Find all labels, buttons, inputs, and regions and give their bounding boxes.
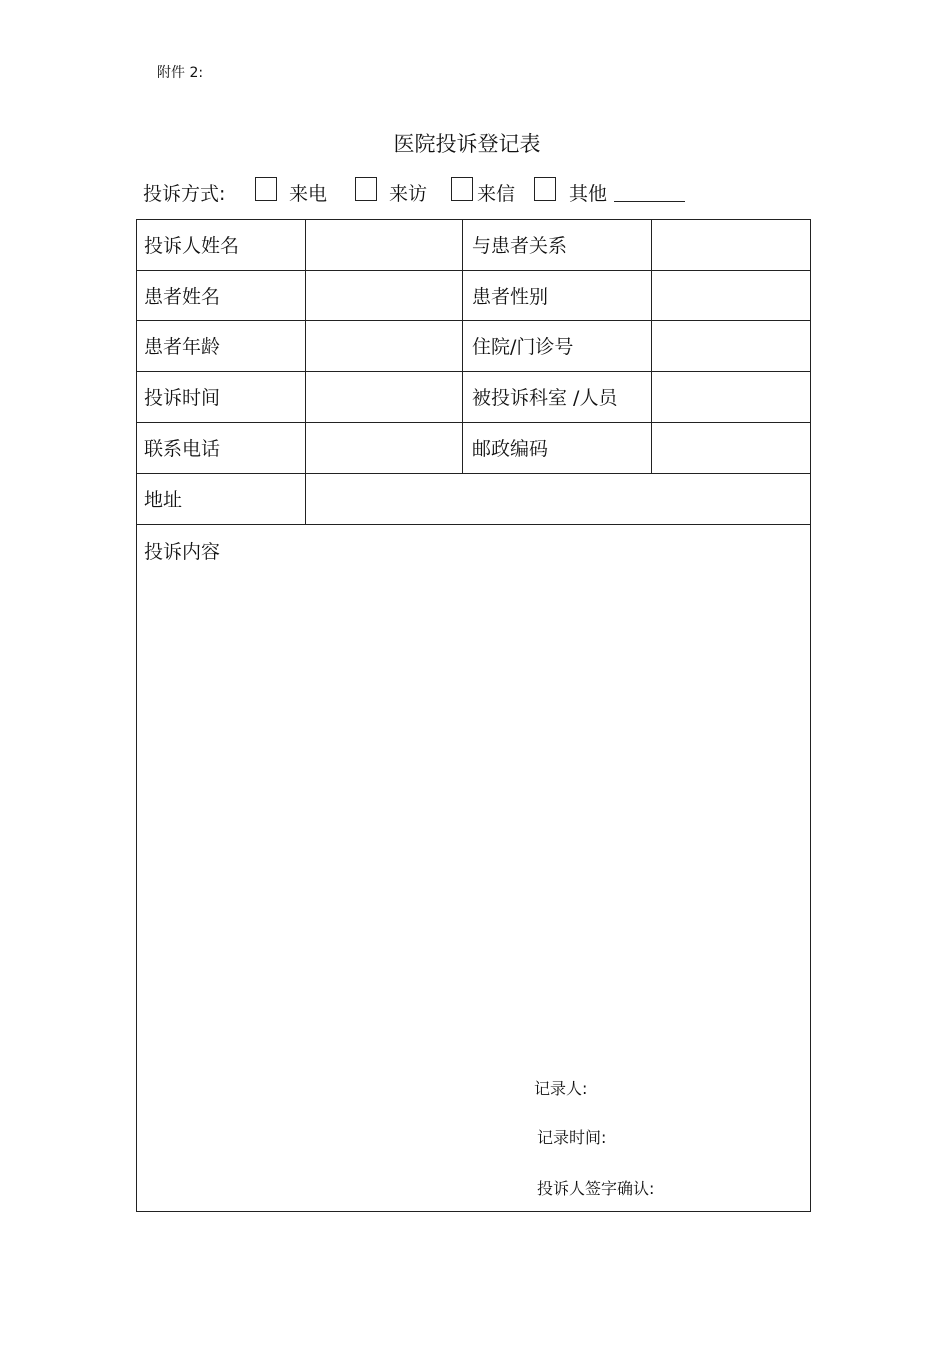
address-field[interactable] — [306, 474, 810, 524]
row-divider — [137, 524, 810, 525]
complaint-form-table — [136, 219, 811, 1212]
option-other-label: 其他 — [569, 183, 608, 205]
checkbox-visit[interactable] — [355, 177, 377, 201]
target-department-label: 被投诉科室 /人员 — [472, 387, 618, 409]
admission-number-field[interactable] — [652, 321, 810, 371]
relation-field[interactable] — [652, 220, 810, 270]
patient-age-label: 患者年龄 — [144, 336, 221, 358]
complaint-time-label: 投诉时间 — [144, 387, 221, 409]
contact-phone-label: 联系电话 — [144, 438, 221, 460]
form-title: 医院投诉登记表 — [393, 132, 541, 156]
record-time-label: 记录时间: — [537, 1128, 607, 1147]
patient-name-field[interactable] — [306, 271, 462, 320]
complainant-name-field[interactable] — [306, 220, 462, 270]
attachment-label: 附件 2: — [157, 65, 204, 81]
patient-age-field[interactable] — [306, 321, 462, 371]
relation-label: 与患者关系 — [472, 235, 568, 257]
recorder-label: 记录人: — [534, 1079, 588, 1098]
contact-phone-field[interactable] — [306, 423, 462, 473]
checkbox-other[interactable] — [534, 177, 556, 201]
checkbox-phone[interactable] — [255, 177, 277, 201]
postal-code-label: 邮政编码 — [472, 438, 549, 460]
complaint-content-label: 投诉内容 — [144, 541, 221, 563]
column-divider — [462, 220, 463, 473]
patient-name-label: 患者姓名 — [144, 286, 221, 308]
option-phone-label: 来电 — [289, 183, 328, 205]
address-label: 地址 — [144, 489, 183, 511]
complaint-content-field[interactable] — [144, 570, 804, 1050]
checkbox-letter[interactable] — [451, 177, 473, 201]
patient-gender-field[interactable] — [652, 271, 810, 320]
option-visit-label: 来访 — [389, 183, 428, 205]
option-letter-label: 来信 — [477, 183, 516, 205]
postal-code-field[interactable] — [652, 423, 810, 473]
complainant-signature-label: 投诉人签字确认: — [537, 1179, 655, 1198]
complaint-time-field[interactable] — [306, 372, 462, 422]
complaint-method-label: 投诉方式: — [143, 183, 226, 205]
target-department-field[interactable] — [652, 372, 810, 422]
admission-number-label: 住院/门诊号 — [472, 336, 574, 358]
complainant-name-label: 投诉人姓名 — [144, 235, 240, 257]
other-method-blank[interactable] — [614, 201, 685, 202]
patient-gender-label: 患者性别 — [472, 286, 549, 308]
